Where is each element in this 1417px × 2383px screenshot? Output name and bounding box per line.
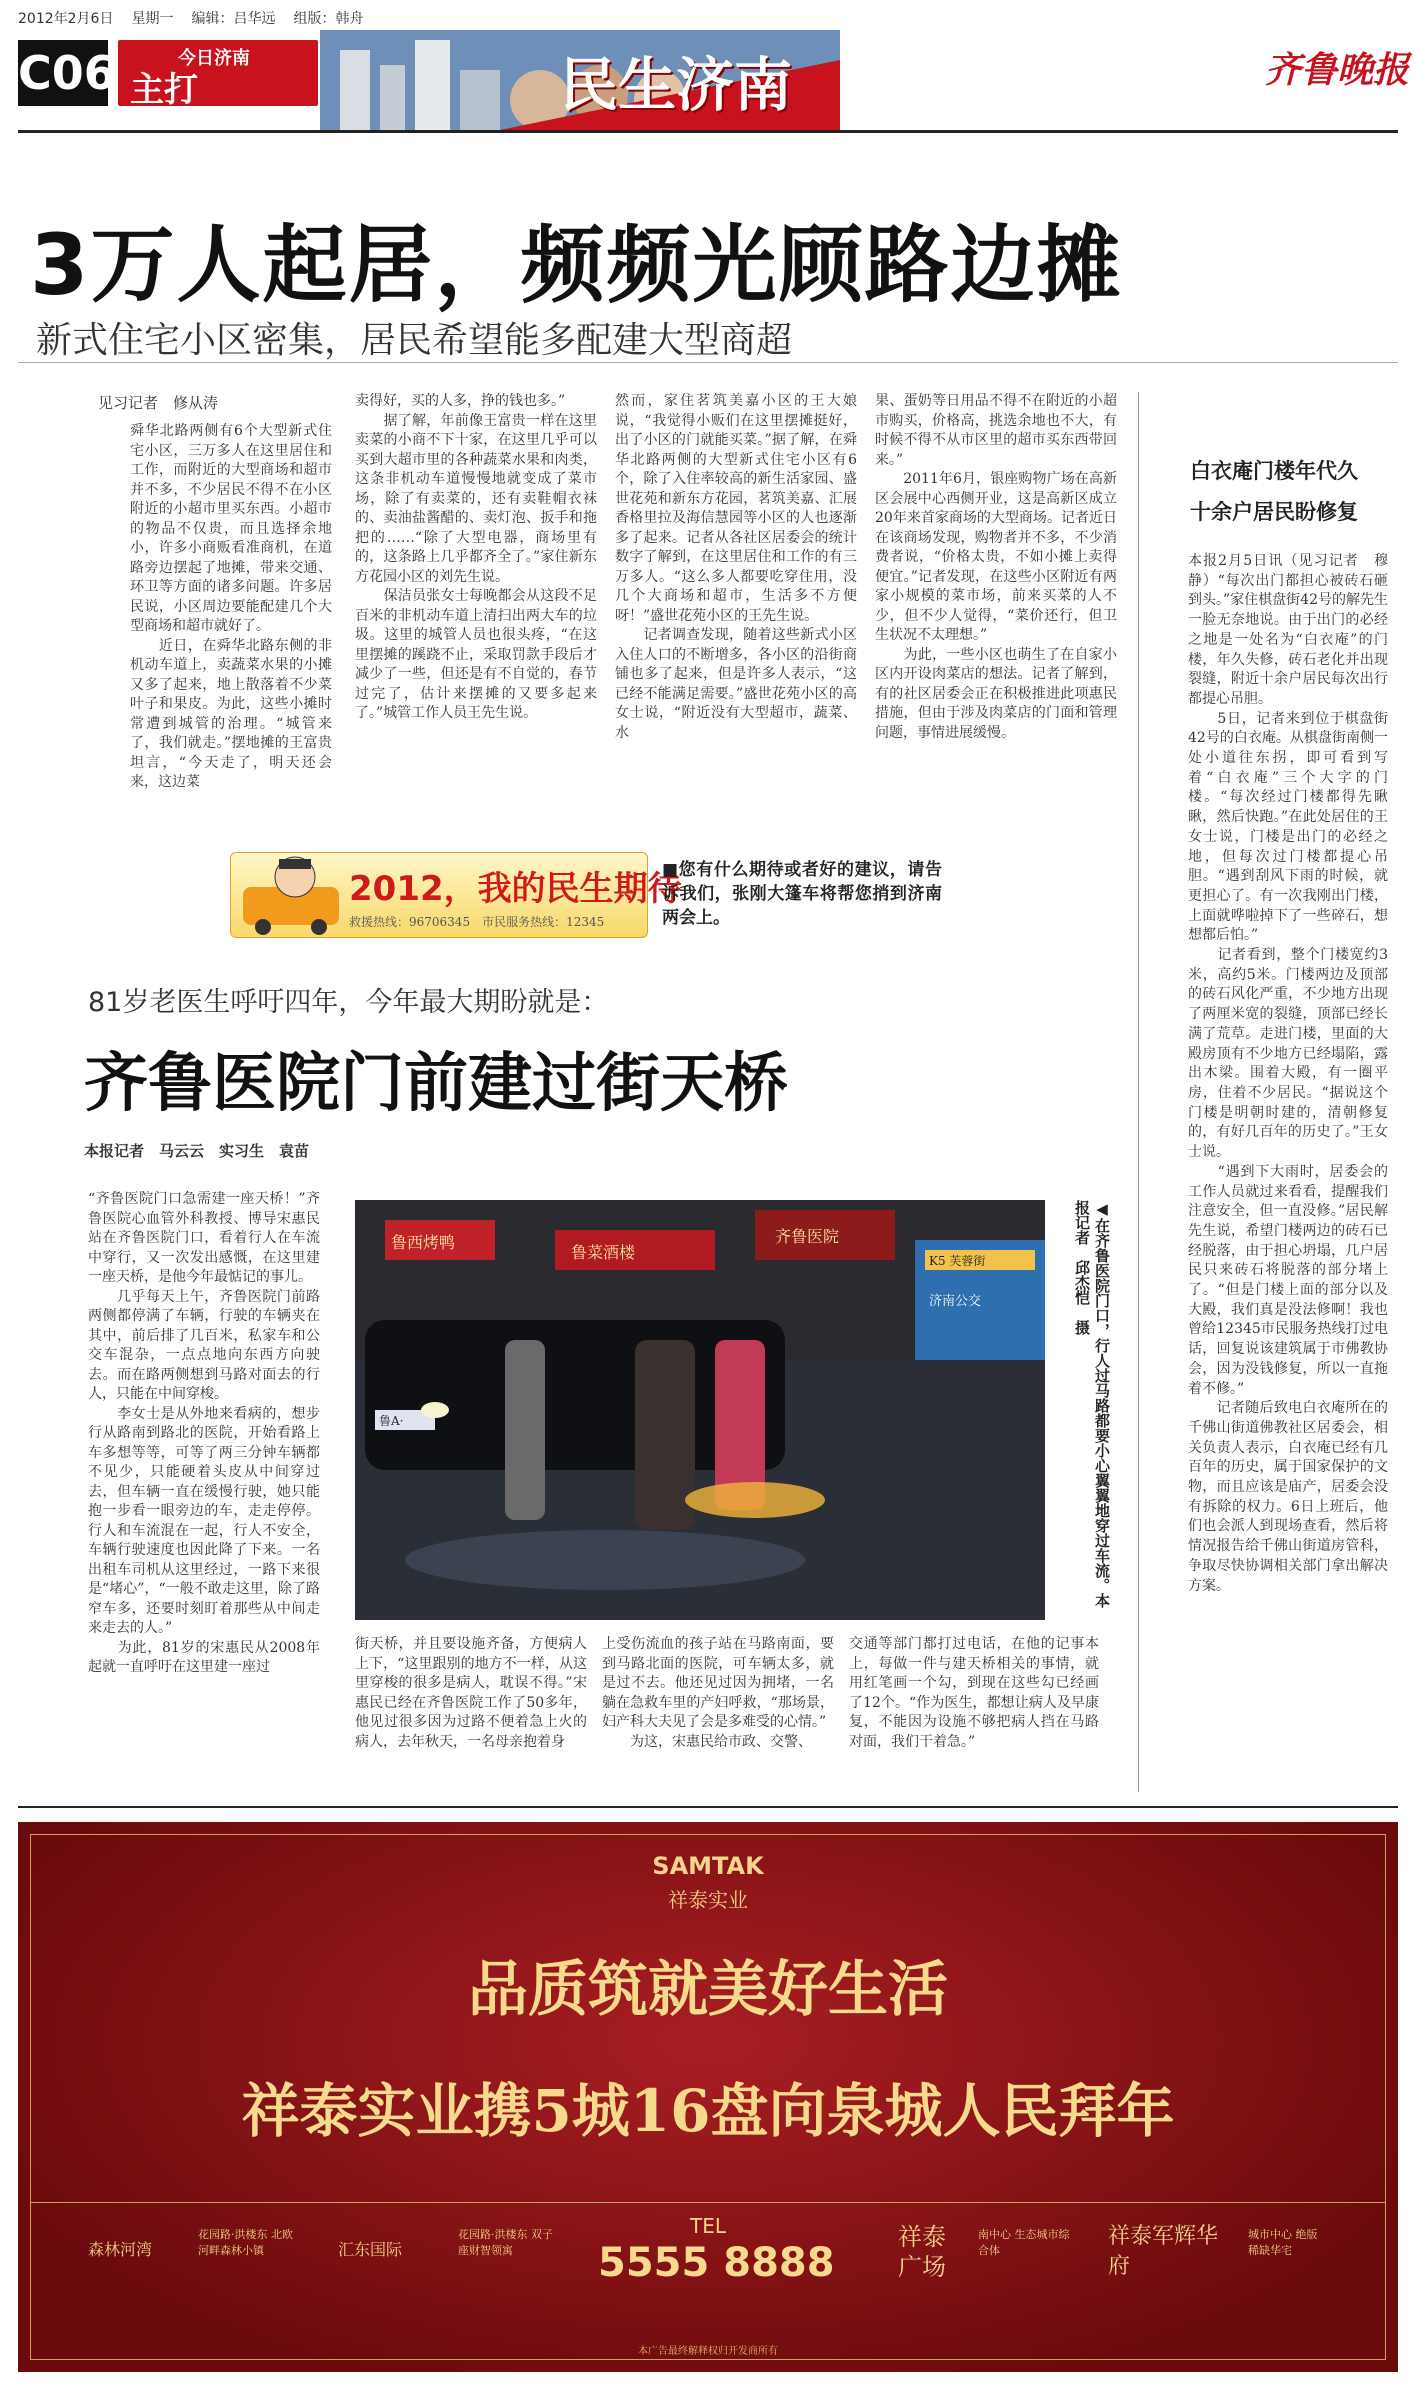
date: 2012年2月6日 bbox=[18, 11, 114, 27]
story1-column-1: 舜华北路两侧有6个大型新式住宅小区，三万多人在这里居住和工作，而附近的大型商场和超市并不多，不少居民不得不在小区附近的小超市里买东西。小超市的物品不仅贵，而且选择余地小，许多小商贩看准商机，在道路旁边摆起了地摊，带来交通、环卫等方面的诸多问题。许多居民说，小区周边要能配建几个大型商场和超市就好了。 近日，在舜华北路东侧的非机动车道上，卖蔬菜水果的小摊又多了起来，地上散落着不少菜叶子和果皮。为此，这些小摊时常遭到城管的治理。“城管来了，我们就走。”摆地摊的王富贵坦言，“今天走了，明天还会来，这边菜 bbox=[130, 423, 332, 790]
promo-title: 2012，我的民生期待 bbox=[349, 869, 682, 909]
ad-tel-label: TEL bbox=[690, 2214, 726, 2238]
ad-project-7: 祥泰军辉华府 bbox=[1108, 2224, 1219, 2279]
photo-sign-1: 鲁西烤鸭 bbox=[391, 1233, 456, 1252]
photo-caption: ◀在齐鲁医院门口，行人过马路都要小心翼翼地穿过车流。本报记者 邱杰恺 摄 bbox=[1073, 1200, 1111, 1608]
ad-project-1: 森林河湾 bbox=[88, 2240, 153, 2259]
news-photo bbox=[355, 1200, 1045, 1620]
photo-sign-2: 鲁菜酒楼 bbox=[571, 1243, 636, 1262]
banner-title: 民生济南 bbox=[560, 51, 793, 119]
advertisement bbox=[18, 1822, 1398, 2372]
ad-project-4: 花园路·洪楼东 双子座财智领寓 bbox=[458, 2228, 553, 2257]
ad-brand-en: SAMTAK bbox=[652, 1852, 764, 1880]
story1-byline: 见习记者 修从涛 bbox=[98, 394, 219, 412]
paper-name: 齐鲁晚报 bbox=[1265, 49, 1410, 91]
story2-kicker: 81岁老医生呼吁四年，今年最大期盼就是： bbox=[88, 987, 609, 1018]
sidebar-divider bbox=[1138, 392, 1139, 1792]
ad-tel-number: 5555 8888 bbox=[598, 2240, 835, 2286]
ad-brand-cn: 祥泰实业 bbox=[668, 1888, 748, 1912]
weekday: 星期一 bbox=[131, 11, 174, 27]
bus-cartoon-icon bbox=[235, 853, 345, 939]
story2-column-3: 上受伤流血的孩子站在马路南面，要到马路北面的医院，可车辆太多，就是过不去。他还见过因为拥堵，一名躺在急救车里的产妇呼救，“那场景，妇产科大夫见了会是多难受的心情。” 为这，宋惠民给市政、交警、 bbox=[602, 1636, 834, 1750]
ad-project-6: 南中心 生态城市综合体 bbox=[978, 2228, 1070, 2257]
photo-bus-sign: 济南公交 bbox=[929, 1294, 982, 1309]
story1-headline: 3万人起居，频频光顾路边摊 bbox=[30, 216, 1123, 314]
ad-slogan-2: 祥泰实业携5城16盘向泉城人民拜年 bbox=[241, 2077, 1175, 2145]
ad-slogan-1: 品质筑就美好生活 bbox=[468, 1955, 948, 2025]
story1-column-3: 然而，家住茗筑美嘉小区的王大娘说，“我觉得小贩们在这里摆摊挺好，出了小区的门就能买菜。”据了解，在舜华北路两侧的大型新式住宅小区有6个，除了入住率较高的新生活家园、盛世花苑和新东方花园，茗筑美嘉、汇展香格里拉及海信慧园等小区的人也逐渐多了起来。记者从各社区居委会的统计数字了解到，在这里居住和工作的有三万多人。“这么多人都要吃穿住用，没几个大商场和超市，生活多不方便呀！”盛世花苑小区的王先生说。 记者调查发现，随着这些新式小区入住人口的不断增多，各小区的沿街商铺也多了起来，但是许多人表示，“这已经不能满足需要。”盛世花苑小区的高女士说，“附近没有大型超市，蔬菜、水 bbox=[615, 393, 857, 741]
editor: 编辑：吕华远 bbox=[191, 11, 276, 27]
photo-plate: 鲁A· bbox=[379, 1414, 404, 1428]
promo-hotline: 救援热线：96706345 市民服务热线：12345 bbox=[349, 915, 605, 929]
ad-project-5: 祥泰广场 bbox=[898, 2223, 946, 2281]
sidebar-headline-1: 白衣庵门楼年代久 bbox=[1190, 458, 1358, 483]
ad-footnote: 本广告最终解释权归开发商所有 bbox=[638, 2346, 778, 2357]
story1-subhead: 新式住宅小区密集，居民希望能多配建大型商超 bbox=[36, 320, 793, 361]
sidebar-headline-2: 十余户居民盼修复 bbox=[1190, 499, 1358, 524]
story1-column-4: 果、蛋奶等日用品不得不在附近的小超市购买，价格高，挑选余地也不大，有时候不得不从市区里的超市买东西带回来。” 2011年6月，银座购物广场在高新区会展中心西侧开业，这是高新区成立20年来首家商场的大型商场。记者近日在该商场发现，购物者并不多，不少消费者说，“价格太贵，不如小摊上卖得便宜。”记者发现，在这些小区附近有两家小规模的菜市场，前来买菜的人不少，但不少人觉得，“菜价还行，但卫生状况不太理想。” 为此，一些小区也萌生了在自家小区内开设肉菜店的想法。记者了解到，有的社区居委会正在积极推进此项惠民措施，但由于涉及肉菜店的门面和管理问题，事情进展缓慢。 bbox=[875, 393, 1117, 741]
story2-byline: 本报记者 马云云 实习生 袁苗 bbox=[84, 1142, 310, 1160]
page-number: C06 bbox=[18, 40, 108, 106]
story2-column-1: “齐鲁医院门口急需建一座天桥！”齐鲁医院心血管外科教授、博导宋惠民站在齐鲁医院门口，看着行人在车流中穿行，又一次发出感慨，在这里建一座天桥，是他今年最惦记的事儿。 几乎每天上午，齐鲁医院门前路两侧都停满了车辆，行驶的车辆夹在其中，前后排了几百米，私家车和公交车混杂，一点点地向东西方向驶去。而在路两侧想到马路对面去的行人，只能在中间穿梭。 李女士是从外地来看病的，想步行从路南到路北的医院，开始看路上车多想等等，可等了两三分钟车辆都不见少，只能硬着头皮从中间穿过去，但车辆一直在缓慢行驶，她只能抱一步看一眼旁边的车，走走停停。行人和车流混在一起，行人不安全，车辆行驶速度也因此降了下来。一名出租车司机从这里经过，一路下来很是“堵心”，“一般不敢走这里，除了路窄车多，还要时刻盯着那些从中间走来走去的人。” 为此，81岁的宋惠民从2008年起就一直呼吁在这里建一座过 bbox=[88, 1191, 320, 1675]
promo-note: ■您有什么期待或者好的建议，请告诉我们，张刚大篷车将帮您捎到济南两会上。 bbox=[662, 860, 942, 928]
section-tag-small: 今日济南 bbox=[178, 48, 250, 69]
section-tag-main: 主打 bbox=[130, 70, 198, 110]
story1-column-2: 卖得好，买的人多，挣的钱也多。” 据了解，年前像王富贵一样在这里卖菜的小商不下十家，在这里几乎可以买到大超市里的各种蔬菜水果和肉类，这条非机动车道慢慢地就变成了菜市场，除了有卖菜的，还有卖鞋帽衣袜的、卖油盐酱醋的、卖灯泡、扳手和拖把的……“除了大型电器，商场里有的，这条路上几乎都齐全了。”家住新东方花园小区的刘先生说。 保洁员张女士每晚都会从这段不足百米的非机动车道上清扫出两大车的垃圾。这里的城管人员也很头疼，“在这里摆摊的蹊跷不止，采取罚款手段后才减少了一些，但还是有不自觉的，春节过完了，估计来摆摊的又要多起来了。”城管工作人员王先生说。 bbox=[355, 393, 597, 721]
story1-rule bbox=[18, 362, 1398, 363]
story2-column-2: 街天桥，并且要设施齐备，方便病人上下，“这里跟别的地方不一样，从这里穿梭的很多是病人，耽误不得。”宋惠民已经在齐鲁医院工作了50多年，他见过很多因为过路不便着急上火的病人，去年秋天，一名母亲抱着身 bbox=[355, 1636, 587, 1750]
header-rule bbox=[18, 130, 1398, 133]
promo-banner bbox=[230, 852, 682, 938]
top-bar bbox=[18, 8, 718, 28]
story2-column-4: 交通等部门都打过电话，在他的记事本上，每做一件与建天桥相关的事情，就用红笔画一个勾，到现在这些勾已经画了12个。“作为医生，都想让病人及早康复，不能因为设施不够把病人挡在马路对面，我们干着急。” bbox=[849, 1636, 1099, 1750]
story2-headline: 齐鲁医院门前建过街天桥 bbox=[84, 1047, 788, 1121]
sidebar-text: 本报2月5日讯（见习记者 穆静）“每次出门都担心被砖石砸到头。”家住棋盘街42号的解先生一脸无奈地说。由于出门的必经之地是一处名为“白衣庵”的门楼，年久失修，砖石老化并出现裂缝，附近十余户居民每次出行都提心吊胆。 5日，记者来到位于棋盘街42号的白衣庵。从棋盘街南侧一处小道往东拐，即可看到写着“白衣庵”三个大字的门楼。“每次经过门楼都得先瞅瞅，然后快跑。”在此处居住的王女士说，门楼是出门的必经之地，但每次过门楼都提心吊胆。“遇到刮风下雨的时候，就更担心了。有一次我刚出门楼，上面就哗啦掉下了一些碎石，想想都后怕。” 记者看到，整个门楼宽约3米，高约5米。门楼两边及顶部的砖石风化严重，不少地方出现了两厘米宽的裂缝，顶部已经长满了荒草。走进门楼，里面的大殿房顶有不少地方已经塌陷，露出木梁。围着大殿，有一圈平房，住着不少居民。“据说这个门楼是明朝时建的，清朝修复的，有好几百年的历史了。”王女士说。 “遇到下大雨时，居委会的工作人员就过来看看，提醒我们注意安全，但一直没修。”居民解先生说，希望门楼两边的砖石已经脱落，由于担心坍塌，几户居民只来砖石将脱落的部分堵上了。“但是门楼上面的部分以及大殿，我们真是没法修啊！我也曾给12345市民服务热线打过电话，回复说该建筑属于市佛教协会，因为没钱修复，所以一直拖着不修。” 记者随后致电白衣庵所在的千佛山街道佛教社区居委会，相关负责人表示，白衣庵已经有几百年的历史，属于国家保护的文物，而且应该是庙产，居委会没有拆除的权力。6日上班后，他们也会派人到现场查看，然后将情况报告给千佛山街道房管科，争取尽快协调相关部门拿出解决方案。 bbox=[1188, 553, 1388, 1594]
ad-project-2: 花园路·洪楼东 北欧河畔森林小镇 bbox=[198, 2228, 293, 2257]
designer: 组版：韩舟 bbox=[293, 11, 364, 27]
photo-sign-4: K5 芙蓉街 bbox=[929, 1254, 986, 1268]
section-tag bbox=[118, 40, 318, 110]
ad-project-8: 城市中心 绝版稀缺华宅 bbox=[1248, 2228, 1318, 2257]
ad-project-3: 汇东国际 bbox=[338, 2240, 403, 2259]
content-bottom-rule bbox=[18, 1806, 1398, 1808]
photo-sign-3: 齐鲁医院 bbox=[775, 1227, 840, 1246]
